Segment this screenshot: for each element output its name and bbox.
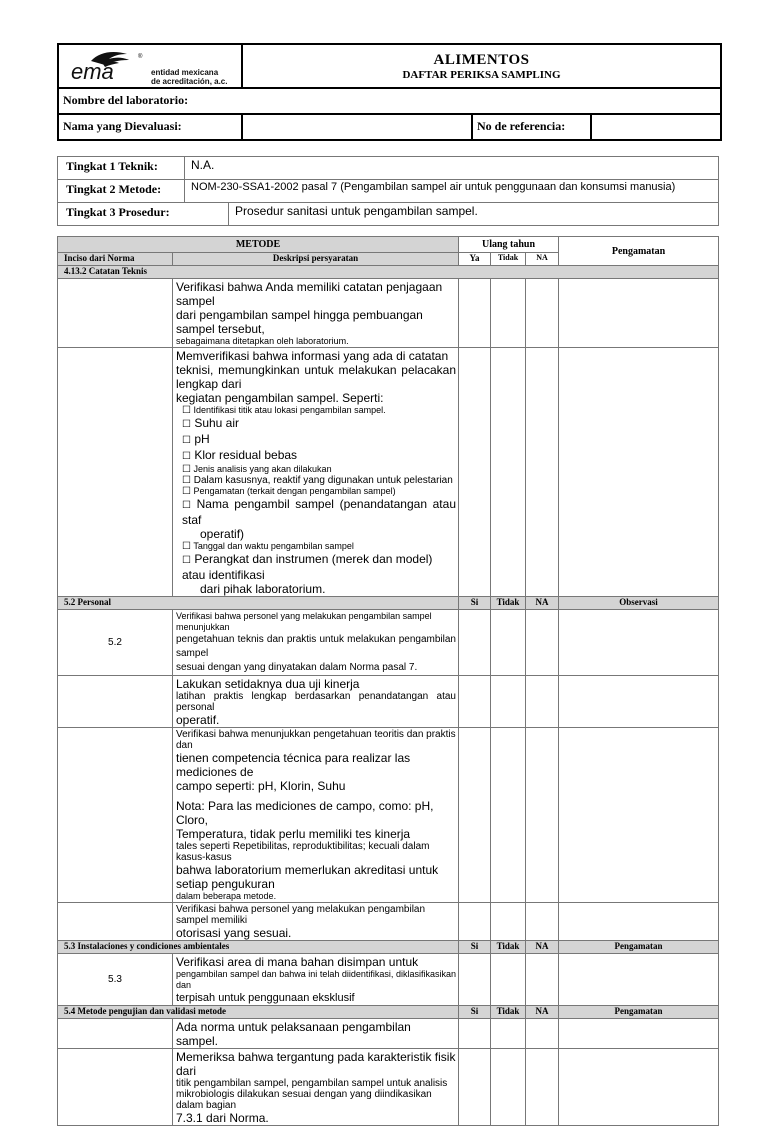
list-item: ☐ Suhu air — [182, 416, 240, 430]
checkbox-icon: ☐ — [182, 419, 191, 430]
section-5-3-title: 5.3 Instalaciones y condiciones ambientales — [58, 941, 459, 954]
check-tidak[interactable] — [491, 954, 526, 1006]
list-item: ☐ Pengamatan (terkait dengan pengambilan sampel) — [182, 486, 396, 497]
observation-cell[interactable] — [559, 348, 719, 597]
si-header: Si — [459, 597, 491, 610]
check-tidak[interactable] — [491, 903, 526, 941]
table-row — [58, 279, 719, 348]
tidak-header: Tidak — [491, 1006, 526, 1019]
ema-logo — [69, 51, 149, 81]
table-row — [58, 610, 719, 676]
section-5-4-title: 5.4 Metode pengujian dan validasi metode — [58, 1006, 459, 1019]
observation-cell[interactable] — [559, 954, 719, 1006]
inciso-cell — [58, 903, 173, 941]
checkbox-icon: ☐ — [182, 464, 191, 475]
inciso-number: 5.2 — [58, 610, 173, 676]
check-na[interactable] — [526, 676, 559, 728]
check-na[interactable] — [526, 1019, 559, 1049]
check-na[interactable] — [526, 903, 559, 941]
inciso-cell — [58, 348, 173, 597]
observation-cell[interactable] — [559, 279, 719, 348]
requirement-cell: Verifikasi area di mana bahan disimpan untuk pengambilan sampel dan bahwa ini telah diidentifikasi, diklasifikasikan dan terpisah untuk penggunaan eksklusif — [173, 954, 459, 1006]
deskripsi-header: Deskripsi persyaratan — [173, 253, 459, 266]
checkbox-icon: ☐ — [182, 486, 191, 497]
level-3-label: Tingkat 3 Prosedur: — [58, 203, 229, 226]
check-tidak[interactable] — [491, 610, 526, 676]
check-si[interactable] — [459, 954, 491, 1006]
section-4-13-2-title: 4.13.2 Catatan Teknis — [58, 266, 719, 279]
table-row — [58, 676, 719, 728]
na-header: NA — [526, 253, 559, 266]
level-2-label: Tingkat 2 Metode: — [58, 180, 185, 203]
reference-field[interactable] — [591, 114, 721, 140]
inciso-cell — [58, 1049, 173, 1126]
si-header: Si — [459, 941, 491, 954]
check-si[interactable] — [459, 676, 491, 728]
check-si[interactable] — [459, 1049, 491, 1126]
requirement-cell: Verifikasi bahwa menunjukkan pengetahuan teoritis dan praktis dan tienen competencia técnica para realizar las mediciones de campo seperti: pH, Klorin, Suhu Nota: Para las mediciones de campo, como: pH, Cloro, Temperatura, tidak perlu memiliki tes kinerja tales seperti Repetibilitas, reproduktibilitas; kecuali dalam kasus-kasus bahwa laboratorium memerlukan akreditasi untuk setiap pengukuran dalam beberapa metode. — [173, 728, 459, 903]
ulang-tahun-header: Ulang tahun — [459, 237, 559, 253]
observation-cell[interactable] — [559, 1019, 719, 1049]
check-na[interactable] — [526, 954, 559, 1006]
check-na[interactable] — [526, 279, 559, 348]
requirement-cell: Memverifikasi bahwa informasi yang ada di catatan teknisi, memungkinkan untuk melakukan pelacakan lengkap dari kegiatan pengambilan sampel. Seperti: ☐ Identifikasi titik atau lokasi pengambilan sampel. ☐ Suhu air ☐ pH ☐ Klor residual bebas ☐ Jenis analisis yang akan dilakukan ☐ Dalam kasusnya, reaktif yang digunakan untuk pelestarian ☐ Pengamatan (terkait dengan pengambilan sampel) ☐ Nama pengambil sampel (penandatangan atau staf operatif) ☐ Tanggal dan waktu pengambilan sampel ☐ Perangkat dan instrumen (merek dan model) atau identifikasi dari pihak laboratorium. — [173, 348, 459, 597]
tidak-header: Tidak — [491, 253, 526, 266]
checkbox-icon: ☐ — [182, 435, 191, 446]
table-row — [58, 954, 719, 1006]
table-row — [58, 348, 719, 597]
list-item: ☐ Perangkat dan instrumen (merek dan model) atau identifikasi — [182, 552, 433, 582]
requirement-cell: Verifikasi bahwa Anda memiliki catatan penjagaan sampel dari pengambilan sampel hingga pembuangan sampel tersebut, sebagaimana ditetapkan oleh laboratorium. — [173, 279, 459, 348]
list-item: ☐ Tanggal dan waktu pengambilan sampel — [182, 541, 354, 552]
levels-table — [57, 156, 719, 226]
level-2-value: NOM-230-SSA1-2002 pasal 7 (Pengambilan sampel air untuk penggunaan dan konsumsi manusia) — [185, 180, 719, 203]
observation-cell[interactable] — [559, 728, 719, 903]
ya-header: Ya — [459, 253, 491, 266]
table-row — [58, 1019, 719, 1049]
svg-text:ema: ema — [71, 59, 114, 81]
check-tidak[interactable] — [491, 348, 526, 597]
na-header: NA — [526, 941, 559, 954]
method-checklist-table — [57, 236, 719, 1126]
level-3-value: Prosedur sanitasi untuk pengambilan sampel. — [229, 203, 719, 226]
list-item: ☐ Jenis analisis yang akan dilakukan — [182, 464, 332, 475]
evaluated-name-label: Nama yang Dievaluasi: — [58, 114, 242, 140]
check-na[interactable] — [526, 610, 559, 676]
check-na[interactable] — [526, 1049, 559, 1126]
logo-cell — [58, 44, 242, 88]
checkbox-icon: ☐ — [182, 451, 191, 462]
check-si[interactable] — [459, 610, 491, 676]
checkbox-icon: ☐ — [182, 405, 191, 416]
list-item: ☐ Dalam kasusnya, reaktif yang digunakan untuk pelestarian — [182, 475, 453, 486]
check-si[interactable] — [459, 903, 491, 941]
requirement-cell: Lakukan setidaknya dua uji kinerja latihan praktis lengkap berdasarkan penandatangan atau personal operatif. — [173, 676, 459, 728]
requirement-cell: Verifikasi bahwa personel yang melakukan pengambilan sampel memiliki otorisasi yang sesuai. — [173, 903, 459, 941]
document-title: ALIMENTOS — [433, 51, 530, 68]
registered-mark: ® — [138, 54, 143, 60]
list-item: ☐ Identifikasi titik atau lokasi pengambilan sampel. — [182, 405, 386, 416]
list-item: ☐ Klor residual bebas — [182, 448, 298, 462]
na-header: NA — [526, 597, 559, 610]
check-na[interactable] — [526, 348, 559, 597]
pengamatan-header: Pengamatan — [559, 1006, 719, 1019]
inciso-cell — [58, 728, 173, 903]
pengamatan-header: Pengamatan — [559, 941, 719, 954]
tidak-header: Tidak — [491, 941, 526, 954]
check-tidak[interactable] — [491, 1019, 526, 1049]
requirement-cell: Verifikasi bahwa personel yang melakukan pengambilan sampel menunjukkan pengetahuan teknis dan praktis untuk melakukan pengambilan sampel sesuai dengan yang dinyatakan dalam Norma pasal 7. — [173, 610, 459, 676]
inciso-header: Inciso dari Norma — [58, 253, 173, 266]
check-tidak[interactable] — [491, 279, 526, 348]
level-1-value: N.A. — [185, 157, 719, 180]
check-tidak[interactable] — [491, 676, 526, 728]
check-ya[interactable] — [459, 279, 491, 348]
level-1-label: Tingkat 1 Teknik: — [58, 157, 185, 180]
checkbox-icon: ☐ — [182, 541, 191, 552]
requirement-cell: Ada norma untuk pelaksanaan pengambilan sampel. — [173, 1019, 459, 1049]
logo-org-name: entidad mexicana de acreditación, a.c. — [151, 68, 228, 86]
checkbox-icon: ☐ — [182, 475, 191, 486]
check-na[interactable] — [526, 728, 559, 903]
inciso-number: 5.3 — [58, 954, 173, 1006]
requirement-cell: Memeriksa bahwa tergantung pada karakteristik fisik dari titik pengambilan sampel, pengambilan sampel untuk analisis mikrobiologis dilakukan sesuai dengan yang diindikasikan dalam bagian 7.3.1 dari Norma. — [173, 1049, 459, 1126]
evaluated-name-field[interactable] — [242, 114, 472, 140]
inciso-cell — [58, 1019, 173, 1049]
table-row — [58, 728, 719, 903]
si-header: Si — [459, 1006, 491, 1019]
list-item: ☐ Nama pengambil sampel (penandatangan atau staf — [182, 497, 456, 527]
observation-cell[interactable] — [559, 1049, 719, 1126]
reference-label: No de referencia: — [472, 114, 591, 140]
inciso-cell — [58, 279, 173, 348]
list-item: ☐ pH — [182, 432, 210, 446]
section-5-2-title: 5.2 Personal — [58, 597, 459, 610]
check-tidak[interactable] — [491, 1049, 526, 1126]
inciso-cell — [58, 676, 173, 728]
lab-name-label: Nombre del laboratorio: — [58, 88, 721, 114]
check-tidak[interactable] — [491, 728, 526, 903]
table-row — [58, 1049, 719, 1126]
observation-cell[interactable] — [559, 676, 719, 728]
document-title-cell — [242, 44, 721, 88]
check-ya[interactable] — [459, 348, 491, 597]
document-subtitle: DAFTAR PERIKSA SAMPLING — [402, 68, 561, 81]
header-table — [57, 43, 722, 141]
pengamatan-header: Pengamatan — [559, 237, 719, 266]
observasi-header: Observasi — [559, 597, 719, 610]
table-row — [58, 903, 719, 941]
observation-cell[interactable] — [559, 903, 719, 941]
check-si[interactable] — [459, 728, 491, 903]
tidak-header: Tidak — [491, 597, 526, 610]
na-header: NA — [526, 1006, 559, 1019]
metode-header: METODE — [58, 237, 459, 253]
checkbox-icon: ☐ — [182, 500, 191, 511]
check-si[interactable] — [459, 1019, 491, 1049]
observation-cell[interactable] — [559, 610, 719, 676]
checkbox-icon: ☐ — [182, 555, 191, 566]
